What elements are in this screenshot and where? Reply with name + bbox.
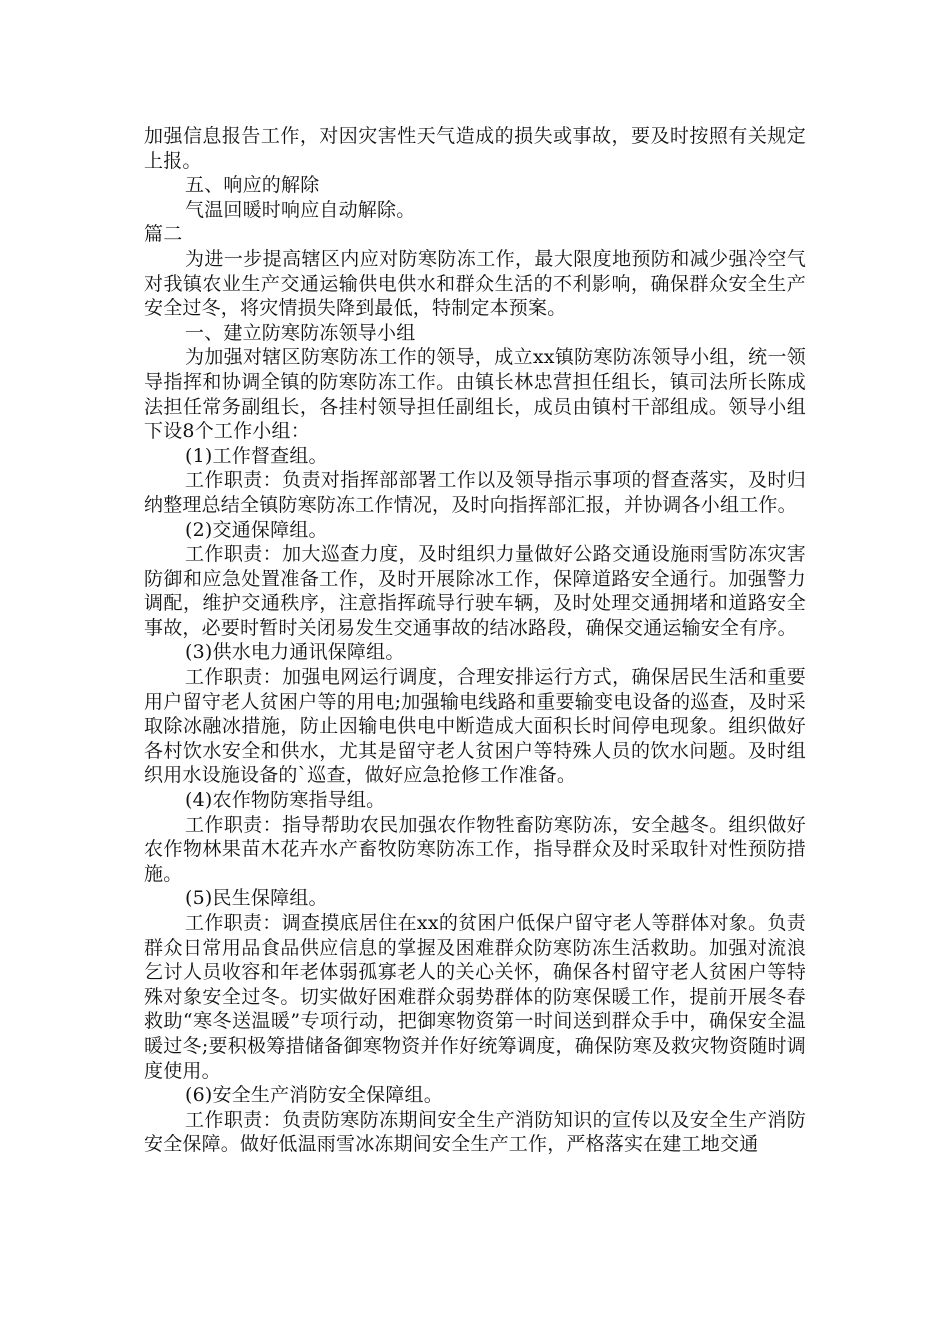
paragraph-duty-5: 工作职责：调查摸底居住在xx的贫困户低保户留守老人等群体对象。负责群众日常用品食品供应信息的掌握及困难群众防寒防冻生活救助。加强对流浪乞讨人员收容和年老体弱孤寡老人的关心关怀，确保各村留守老人贫困户等特殊对象安全过冬。切实做好困难群众弱势群体的防寒保暖工作，提前开展冬春救助“寒冬送温暖”专项行动，把御寒物资第一时间送到群众手中，确保安全温暖过冬;要积极筹措储备御寒物资并作好统筹调度，确保防寒及救灾物资随时调度使用。 — [144, 912, 806, 1082]
heading-leadership-group: 一、建立防寒防冻领导小组 — [185, 321, 416, 344]
section-title-part-two: 篇二 — [144, 223, 183, 246]
paragraph-report: 加强信息报告工作，对因灾害性天气造成的损失或事故，要及时按照有关规定上报。 — [144, 125, 806, 172]
paragraph-leadership: 为加强对辖区防寒防冻工作的领导，成立xx镇防寒防冻领导小组，统一领导指挥和协调全镇的防寒防冻工作。由镇长林忠营担任组长，镇司法所长陈成法担任常务副组长，各挂村领导担任副组长，成员由镇村干部组成。领导小组下设8个工作小组： — [144, 346, 806, 443]
paragraph-duty-4: 工作职责：指导帮助农民加强农作物牲畜防寒防冻，安全越冬。组织做好农作物林果苗木花卉水产畜牧防寒防冻工作，指导群众及时采取针对性预防措施。 — [144, 813, 806, 885]
paragraph-intro: 为进一步提高辖区内应对防寒防冻工作，最大限度地预防和减少强冷空气对我镇农业生产交通运输供电供水和群众生活的不利影响，确保群众安全生产安全过冬，将灾情损失降到最低，特制定本预案。 — [144, 247, 806, 320]
heading-group-1: (1)工作督查组。 — [185, 444, 328, 467]
paragraph-duty-2: 工作职责：加大巡查力度，及时组织力量做好公路交通设施雨雪防冻灾害防御和应急处置准备工作，及时开展除冰工作，保障道路安全通行。加强警力调配，维护交通秩序，注意指挥疏导行驶车辆，及时处理交通拥堵和道路安全事故，必要时暂时关闭易发生交通事故的结冰路段，确保交通运输安全有序。 — [144, 543, 806, 639]
heading-group-2: (2)交通保障组。 — [185, 518, 328, 541]
heading-response-end: 五、响应的解除 — [185, 174, 320, 197]
document-page — [144, 124, 806, 1157]
paragraph-auto-release: 气温回暖时响应自动解除。 — [185, 198, 416, 221]
heading-group-5: (5)民生保障组。 — [185, 887, 328, 910]
heading-group-6: (6)安全生产消防安全保障组。 — [185, 1084, 443, 1107]
paragraph-duty-3: 工作职责：加强电网运行调度，合理安排运行方式，确保居民生活和重要用户留守老人贫困户等的用电;加强输电线路和重要输变电设备的巡查，及时采取除冰融冰措施，防止因输电供电中断造成大面积长时间停电现象。组织做好各村饮水安全和供水，尤其是留守老人贫困户等特殊人员的饮水问题。及时组织用水设施设备的`巡查，做好应急抢修工作准备。 — [144, 666, 806, 787]
heading-group-3: (3)供水电力通讯保障组。 — [185, 641, 405, 664]
paragraph-duty-1: 工作职责：负责对指挥部部署工作以及领导指示事项的督查落实，及时归纳整理总结全镇防寒防冻工作情况，及时向指挥部汇报，并协调各小组工作。 — [144, 469, 806, 516]
heading-group-4: (4)农作物防寒指导组。 — [185, 789, 386, 812]
paragraph-duty-6: 工作职责：负责防寒防冻期间安全生产消防知识的宣传以及安全生产消防安全保障。做好低温雨雪冰冻期间安全生产工作，严格落实在建工地交通 — [144, 1108, 806, 1156]
